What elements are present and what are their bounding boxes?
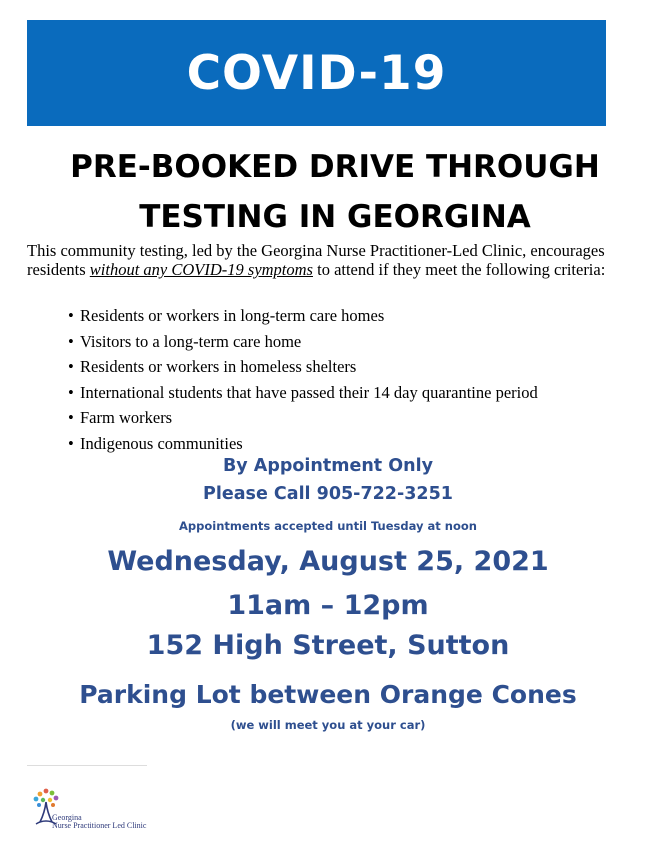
bullet-icon: • [68,306,74,325]
list-item [68,354,538,380]
criteria-text: Residents or workers in long-term care homes [80,306,385,325]
criteria-list [68,303,538,457]
intro-part-1: This community testing, led by the Georgina Nurse Practitioner-Led Clinic, encourages residents [27,241,605,279]
list-item [68,329,538,355]
headline-line-1: PRE-BOOKED DRIVE THROUGH [70,149,600,185]
criteria-text: Residents or workers in homeless shelters [80,357,357,377]
covid-banner [27,20,606,126]
bullet-icon: • [68,382,74,402]
intro-emphasis: without any COVID-19 symptoms [89,260,313,279]
page-headline [20,142,650,242]
event-time: 11am – 12pm [227,590,429,621]
bullet-icon: • [68,357,74,377]
meet-at-car-note: (we will meet you at your car) [230,718,426,732]
criteria-text: Farm workers [80,408,173,428]
list-item [68,405,538,431]
event-date: Wednesday, August 25, 2021 [107,546,549,577]
bullet-icon: • [68,331,74,351]
list-item [68,431,538,457]
appointment-only-text: By Appointment Only [222,456,434,476]
intro-part-2: to attend if they meet the following criteria: [312,260,606,279]
list-item [68,380,538,406]
bullet-icon: • [68,408,74,428]
headline-line-2: TESTING IN GEORGINA [139,199,531,235]
intro-paragraph [27,241,637,279]
phone-number-text: Please Call 905-722-3251 [203,484,453,504]
appointment-deadline-text: Appointments accepted until Tuesday at noon [179,519,477,533]
criteria-text: Indigenous communities [80,433,243,453]
banner-title: COVID-19 [186,45,447,101]
logo-line-2: Nurse Practitioner Led Clinic [52,821,147,830]
criteria-text: Visitors to a long-term care home [80,331,302,351]
event-address: 152 High Street, Sutton [146,630,510,661]
bullet-icon: • [68,433,74,453]
parking-location: Parking Lot between Orange Cones [79,680,577,709]
clinic-logo-text [52,814,146,830]
criteria-text: International students that have passed their 14 day quarantine period [80,382,538,402]
footer-divider [27,765,147,766]
list-item [68,303,538,329]
logo-line-1: Georgina [52,813,82,822]
